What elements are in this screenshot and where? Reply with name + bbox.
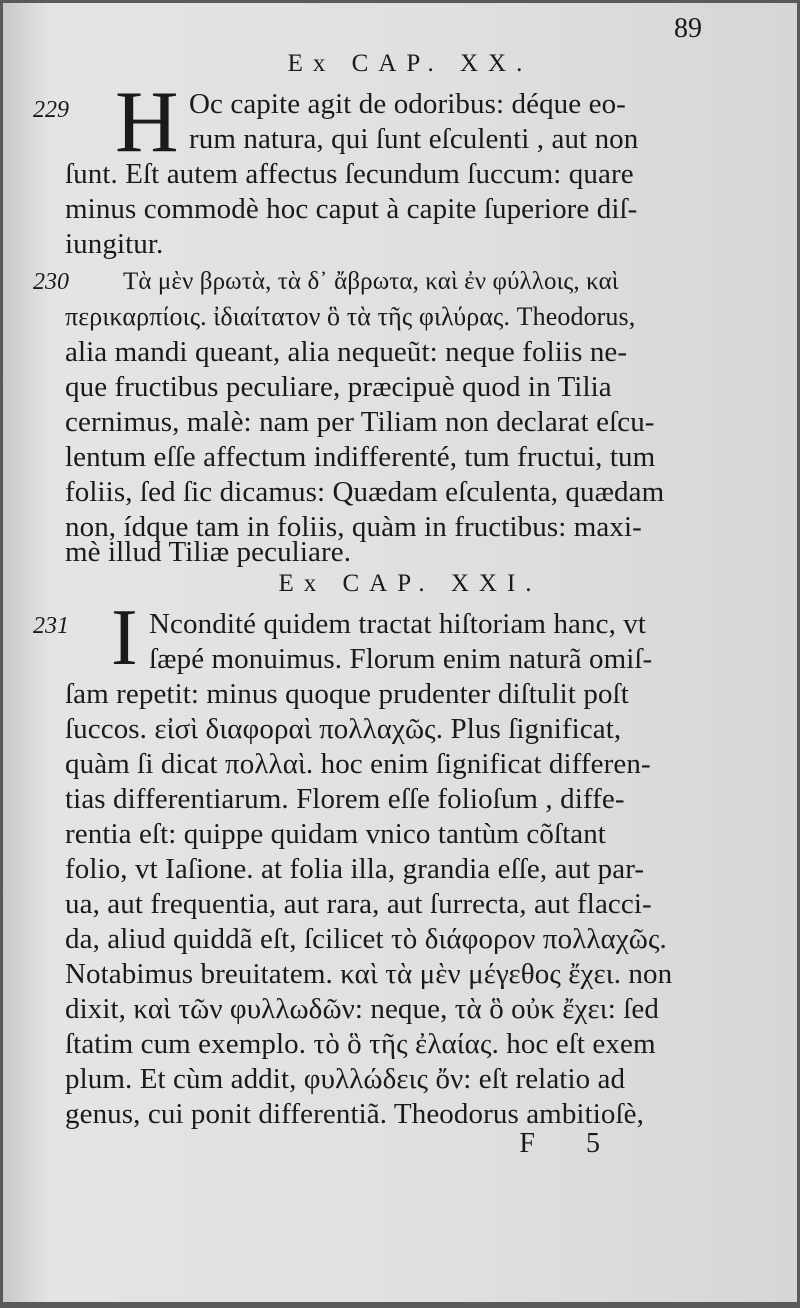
text-line: ſuccos. εἰσὶ διαφοραὶ πολλαχῶς. Plus ſignificat, <box>65 713 622 745</box>
text-line: ſtatim cum exemplo. τὸ ὃ τῆς ἐλαίας. hoc eſt exem <box>65 1028 656 1060</box>
drop-cap-h: H <box>115 74 179 171</box>
text-line: mè illud Tiliæ peculiare. <box>65 536 352 568</box>
text-line: Ncondité quidem tractat hiſtoriam hanc, vt <box>149 608 647 640</box>
text-line: rentia eſt: quippe quidam vnico tantùm cõſtant <box>65 818 606 850</box>
text-line: lentum eſſe affectum indifferenté, tum fructui, tum <box>65 441 656 473</box>
text-line: da, aliud quiddã eſt, ſcilicet τὸ διάφορον πολλαχῶς. <box>65 923 667 955</box>
text-line: ſunt. Eſt autem affectus ſecundum ſuccum: quare <box>65 158 634 190</box>
text-line: ua, aut frequentia, aut rara, aut ſurrecta, aut flacci- <box>65 888 652 920</box>
greek-text-line: Τὰ μὲν βρωτὰ, τὰ δ᾽ ἄβρωτα, καὶ ἐν φύλλοις, καὶ <box>123 268 619 295</box>
drop-cap-i: I <box>111 594 138 682</box>
section-number-231: 231 <box>33 613 69 639</box>
section-number-229: 229 <box>33 97 69 123</box>
signature-mark: F 5 <box>519 1128 622 1159</box>
text-line: tias differentiarum. Florem eſſe folioſum , diffe- <box>65 783 625 815</box>
text-line: foliis, ſed ſic dicamus: Quædam eſculenta, quædam <box>65 476 665 508</box>
chapter-heading-20: Ex CAP. XX. <box>287 50 533 77</box>
text-line: quàm ſi dicat πολλαὶ. hoc enim ſignificat differen- <box>65 748 651 780</box>
text-line: rum natura, qui ſunt eſculenti , aut non <box>189 123 639 155</box>
text-line: alia mandi queant, alia nequeũt: neque foliis ne- <box>65 336 628 368</box>
text-line: iungitur. <box>65 228 164 260</box>
text-line: Oc capite agit de odoribus: déque eo- <box>189 88 626 120</box>
chapter-heading-21: Ex CAP. XXI. <box>278 570 542 597</box>
book-page <box>3 3 797 1302</box>
section-number-230: 230 <box>33 269 69 295</box>
text-line: περικαρπίοις. ἰδιαίτατον ὃ τὰ τῆς φιλύρας. Theodorus, <box>65 302 636 331</box>
text-line: dixit, καὶ τῶν φυλλωδῶν: neque, τὰ ὃ οὐκ ἔχει: ſed <box>65 993 659 1025</box>
text-line: que fructibus peculiare, præcipuè quod in Tilia <box>65 371 612 403</box>
text-line: Notabimus breuitatem. καὶ τὰ μὲν μέγεθος ἔχει. non <box>65 958 673 990</box>
text-line: minus commodè hoc caput à capite ſuperiore diſ- <box>65 193 638 225</box>
text-line: plum. Et cùm addit, φυλλώδεις ὄν: eſt relatio ad <box>65 1063 626 1095</box>
text-line: cernimus, malè: nam per Tiliam non declarat eſcu- <box>65 406 655 438</box>
text-line: non, ídque tam in foliis, quàm in fructibus: maxi- <box>65 511 642 543</box>
text-line: genus, cui ponit differentiã. Theodorus ambitioſè, <box>65 1098 644 1130</box>
text-line: folio, vt Iaſione. at folia illa, grandia eſſe, aut par- <box>65 853 645 885</box>
page-number: 89 <box>674 13 702 44</box>
text-line: ſæpé monuimus. Florum enim naturã omiſ- <box>149 643 653 675</box>
text-line: ſam repetit: minus quoque prudenter diſtulit poſt <box>65 678 629 710</box>
